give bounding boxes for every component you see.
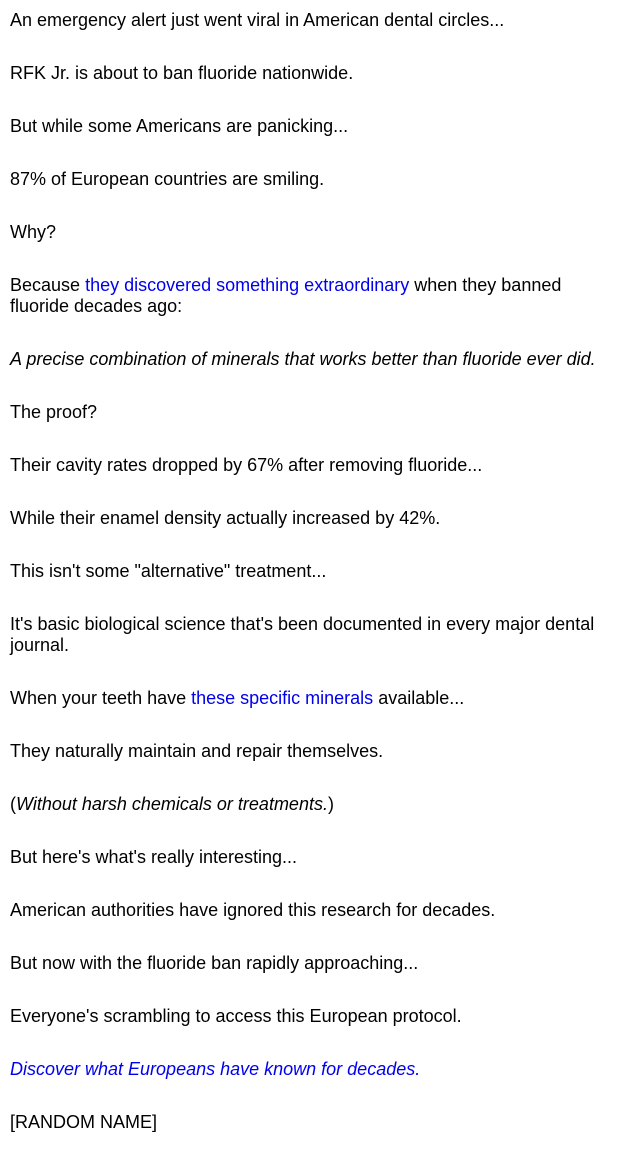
teeth-text-before: When your teeth have [10,688,192,708]
paragraph-panicking: But while some Americans are panicking... [10,116,349,136]
because-text-after: when they banned fluoride decades ago: [10,275,562,316]
paren-close: ) [327,794,334,814]
without-chemicals-italic: Without harsh chemicals or treatments. [16,794,328,814]
paragraph-teeth-minerals [10,688,617,709]
paren-open: ( [10,794,16,814]
paragraph-discover [10,1059,617,1080]
specific-minerals-link[interactable]: these specific minerals [191,688,374,708]
discovered-link[interactable]: they discovered something extraordinary [85,275,410,295]
paragraph-without-chemicals [10,794,617,815]
because-text-before: Because [10,275,86,295]
paragraph-ban: RFK Jr. is about to ban fluoride nationwide. [10,63,354,83]
paragraph-science: It's basic biological science that's been documented in every major dental journal. [10,614,595,655]
paragraph-alternative: This isn't some "alternative" treatment... [10,561,327,581]
paragraph-minerals-combination: A precise combination of minerals that works better than fluoride ever did. [10,349,596,369]
discover-link[interactable]: Discover what Europeans have known for decades. [10,1059,421,1079]
paragraph-why: Why? [10,222,57,242]
teeth-text-after: available... [373,688,465,708]
paragraph-enamel-density: While their enamel density actually increased by 42%. [10,508,441,528]
paragraph-smiling: 87% of European countries are smiling. [10,169,325,189]
paragraph-scrambling: Everyone's scrambling to access this European protocol. [10,1006,462,1026]
paragraph-approaching: But now with the fluoride ban rapidly approaching... [10,953,419,973]
paragraph-cavity-rates: Their cavity rates dropped by 67% after removing fluoride... [10,455,483,475]
paragraph-ignored: American authorities have ignored this research for decades. [10,900,496,920]
paragraph-repair: They naturally maintain and repair themselves. [10,741,384,761]
paragraph-alert: An emergency alert just went viral in American dental circles... [10,10,505,30]
paragraph-interesting: But here's what's really interesting... [10,847,298,867]
paragraph-proof: The proof? [10,402,98,422]
paragraph-because [10,275,617,317]
signature-name: [RANDOM NAME] [10,1112,158,1132]
